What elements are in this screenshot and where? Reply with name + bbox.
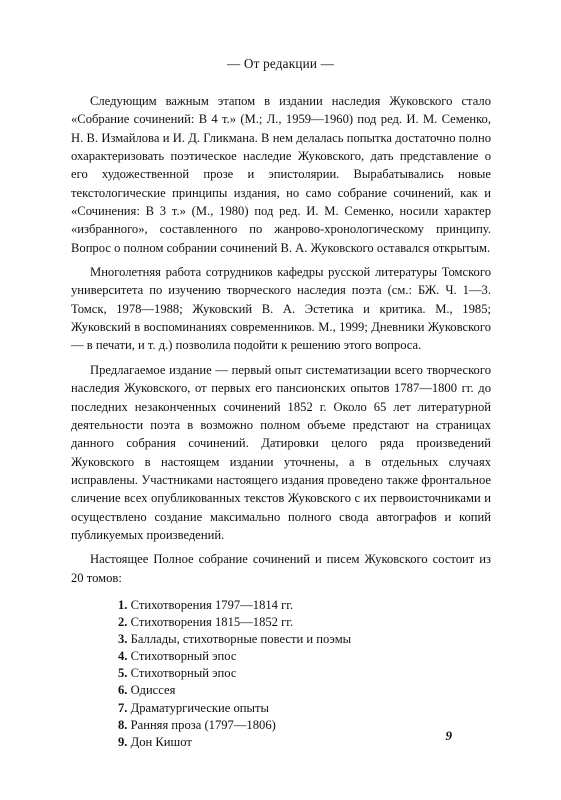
volume-title: Стихотворный эпос xyxy=(130,649,237,664)
volume-item xyxy=(118,717,491,734)
volume-item xyxy=(118,700,491,717)
volume-number: 1. xyxy=(118,597,128,612)
volume-title: Драматургические опыты xyxy=(130,700,269,715)
paragraph-3: Предлагаемое издание — первый опыт систематизации всего творческого наследия Жуковского, от первых его пансионских опытов 1787—1800 гг. до последних незаконченных сочинений 1852 г. Около 65 лет литературной деятельности поэта в возможно полном объеме предстают на страницах данного собрания сочинений. Датировки целого ряда произведений Жуковского в настоящем издании уточнены, а в отдельных случаях исправлены. Участниками настоящего издания проведено также фронтальное сличение всех опубликованных текстов Жуковского с их первоисточниками и осуществлено создание максимально полного свода автографов и копий публикуемых произведений. xyxy=(71,362,491,542)
volume-title: Одиссея xyxy=(130,683,176,698)
volume-item xyxy=(118,614,491,631)
volume-number: 3. xyxy=(118,632,128,647)
volume-item xyxy=(118,631,491,648)
volume-title: Стихотворный эпос xyxy=(130,666,237,681)
paragraph-1: Следующим важным этапом в издании наследия Жуковского стало «Собрание сочинений: В 4 т.» (М.; Л., 1959—1960) под ред. И. М. Семенко, Н. В. Измайлова и И. Д. Гликмана. В нем делалась попытка достаточно полно охарактеризовать поэтическое наследие Жуковского, дать представление о его художественной прозе и эпистолярии. Вырабатывались новые текстологические принципы издания, но само собрание сочинений, как и «Сочинения: В 3 т.» (М., 1980) под ред. И. М. Семенко, носили характер «избранного», составленного по жанрово-хронологическому принципу. Вопрос о полном собрании сочинений В. А. Жуковского оставался открытым. xyxy=(71,94,491,255)
page-number: 9 xyxy=(445,728,452,743)
volume-title: Стихотворения 1815—1852 гг. xyxy=(130,615,294,630)
volume-item xyxy=(118,648,491,665)
volume-title: Стихотворения 1797—1814 гг. xyxy=(130,597,294,612)
volume-number: 4. xyxy=(118,649,128,664)
volume-number: 6. xyxy=(118,683,128,698)
volume-title: Баллады, стихотворные повести и поэмы xyxy=(130,632,352,647)
body-text xyxy=(71,92,491,751)
volume-number: 9. xyxy=(118,734,128,749)
volume-number: 7. xyxy=(118,700,128,715)
volume-item xyxy=(118,665,491,682)
volume-number: 5. xyxy=(118,666,128,681)
volume-number: 2. xyxy=(118,615,128,630)
running-head: — От редакции — xyxy=(227,56,334,71)
volume-item xyxy=(118,682,491,699)
volume-number: 8. xyxy=(118,717,128,732)
volume-title: Ранняя проза (1797—1806) xyxy=(130,717,276,732)
volume-title: Дон Кишот xyxy=(130,734,192,749)
volume-item xyxy=(118,597,491,614)
paragraph-2: Многолетняя работа сотрудников кафедры русской литературы Томского университета по изучению творческого наследия поэта (см.: БЖ. Ч. 1—3. Томск, 1978—1988; Жуковский В. А. Эстетика и критика. М., 1985; Жуковский в воспоминаниях современников. М., 1999; Дневники Жуковского — в печати, и т. д.) позволила подойти к решению этого вопроса. xyxy=(71,265,491,353)
volume-item xyxy=(118,734,491,751)
volume-list xyxy=(71,597,491,751)
paragraph-4: Настоящее Полное собрание сочинений и писем Жуковского состоит из 20 томов: xyxy=(71,552,491,585)
